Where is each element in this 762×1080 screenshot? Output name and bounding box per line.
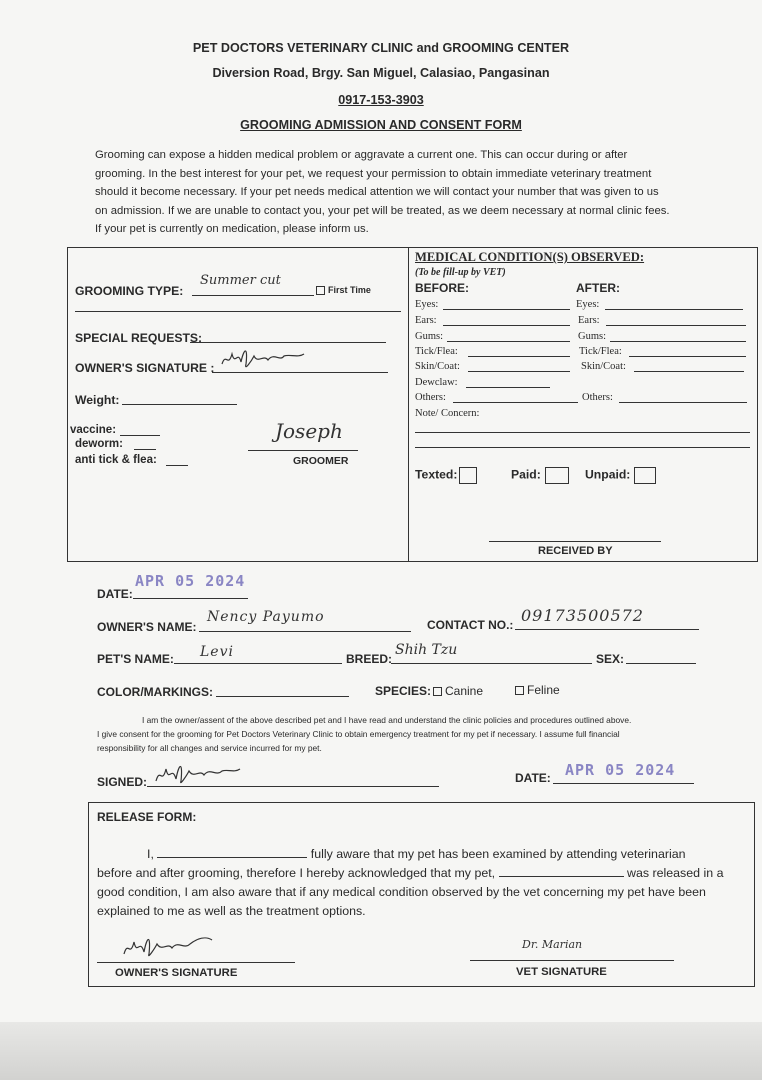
consent-paragraph — [97, 713, 707, 755]
received-by-line[interactable] — [489, 541, 661, 542]
scan-edge — [0, 1022, 762, 1080]
after-tickflea-line[interactable] — [629, 356, 746, 357]
special-requests-label: SPECIAL REQUESTS: — [75, 331, 203, 345]
vet-signature: Dr. Marian — [522, 938, 583, 951]
after-eyes-label: Eyes: — [576, 299, 600, 310]
before-others-label: Others: — [415, 392, 446, 403]
breed-value[interactable]: Shih Tzu — [395, 642, 458, 658]
pet-name-value[interactable]: Levi — [200, 644, 234, 660]
before-tickflea-line[interactable] — [468, 356, 570, 357]
after-skincoat-line[interactable] — [634, 371, 744, 372]
texted-checkbox[interactable] — [459, 467, 477, 484]
date-stamp: APR 05 2024 — [135, 572, 246, 590]
first-time-label: First Time — [328, 285, 371, 295]
species-label: SPECIES: — [375, 684, 432, 698]
consent-date-stamp: APR 05 2024 — [565, 761, 676, 779]
first-time-option[interactable] — [316, 285, 371, 295]
release-text: before and after grooming, therefore I hereby acknowledged that my pet, — [97, 866, 496, 880]
groomer-signature-line — [248, 450, 358, 451]
release-title: RELEASE FORM: — [97, 810, 197, 824]
breed-label: BREED: — [346, 652, 393, 666]
unpaid-label: Unpaid: — [585, 467, 631, 482]
medical-subtitle: (To be fill-up by VET) — [415, 267, 506, 278]
after-others-label: Others: — [582, 392, 613, 403]
signed-line[interactable] — [147, 786, 439, 787]
intro-paragraph — [95, 146, 700, 239]
owner-signature-line[interactable] — [212, 372, 388, 373]
feline-option[interactable] — [515, 683, 560, 697]
note-concern-label: Note/ Concern: — [415, 408, 480, 419]
vet-signature-line[interactable] — [470, 960, 674, 961]
before-gums-label: Gums: — [415, 331, 444, 342]
before-eyes-label: Eyes: — [415, 299, 439, 310]
received-by-label: RECEIVED BY — [538, 545, 613, 557]
release-paragraph — [97, 845, 749, 921]
intro-line: If your pet is currently on medication, please inform us. — [95, 223, 369, 235]
anti-tick-label: anti tick & flea: — [75, 454, 157, 466]
before-eyes-line[interactable] — [443, 309, 570, 310]
release-line — [97, 845, 749, 864]
clinic-phone: 0917-153-3903 — [338, 93, 424, 107]
groomer-signature: Joseph — [275, 419, 343, 443]
after-others-line[interactable] — [619, 402, 747, 403]
sex-label: SEX: — [596, 652, 625, 666]
after-label: AFTER: — [576, 281, 620, 295]
paid-checkbox[interactable] — [545, 467, 569, 484]
release-line — [97, 864, 749, 883]
release-text: I, — [147, 847, 154, 861]
unpaid-option[interactable] — [585, 467, 656, 484]
release-text: was released in a — [627, 866, 724, 880]
vaccine-line[interactable] — [120, 435, 160, 436]
date-line[interactable] — [133, 598, 248, 599]
feline-checkbox[interactable] — [515, 686, 524, 695]
owner-name-value[interactable]: Nency Payumo — [207, 609, 325, 625]
before-dewclaw-line[interactable] — [466, 387, 550, 388]
paid-option[interactable] — [511, 467, 569, 484]
color-markings-label: COLOR/MARKINGS: — [97, 685, 213, 699]
sex-line[interactable] — [626, 663, 696, 664]
pet-name-line — [174, 663, 342, 664]
owner-signature-mark-2 — [152, 757, 242, 789]
color-markings-line[interactable] — [216, 696, 349, 697]
pet-name-label: PET'S NAME: — [97, 652, 174, 666]
clinic-address: Diversion Road, Brgy. San Miguel, Calasiao, Pangasinan — [212, 66, 550, 80]
canine-option[interactable] — [433, 684, 483, 698]
contact-line — [515, 629, 699, 630]
intro-line: on admission. If we are unable to contact you, your pet will be treated, as we deem necessary at normal clinic fees. — [95, 204, 670, 217]
form-title: GROOMING ADMISSION AND CONSENT FORM — [240, 118, 522, 132]
release-text: fully aware that my pet has been examined by attending veterinarian — [310, 847, 686, 861]
deworm-line[interactable] — [134, 449, 156, 450]
note-line-2[interactable] — [415, 447, 750, 448]
intro-line: grooming. In the best interest for your pet, we request your permission to obtain immediate veterinary treatment — [95, 167, 652, 180]
clinic-name: PET DOCTORS VETERINARY CLINIC and GROOMING CENTER — [192, 41, 570, 55]
before-dewclaw-label: Dewclaw: — [415, 377, 458, 388]
owner-signature-mark-3 — [120, 930, 215, 962]
panel-divider — [408, 247, 409, 561]
unpaid-checkbox[interactable] — [634, 467, 656, 484]
weight-line[interactable] — [122, 404, 237, 405]
release-line: explained to me as well as the treatment options. — [97, 904, 366, 918]
vet-signature-label: VET SIGNATURE — [516, 966, 607, 978]
contact-label: CONTACT NO.: — [427, 618, 514, 632]
grooming-type-label: GROOMING TYPE: — [75, 284, 184, 298]
after-ears-label: Ears: — [578, 315, 600, 326]
canine-checkbox[interactable] — [433, 687, 442, 696]
owner-name-label: OWNER'S NAME: — [97, 620, 197, 634]
release-owner-blank[interactable] — [157, 845, 307, 858]
before-skincoat-line[interactable] — [468, 371, 570, 372]
grooming-type-line — [192, 295, 314, 296]
after-gums-line[interactable] — [610, 341, 746, 342]
vaccine-label: vaccine: — [70, 424, 117, 436]
intro-line: should it become necessary. If your pet needs medical attention we will contact your number that was given to us — [95, 186, 659, 198]
before-gums-line[interactable] — [447, 341, 570, 342]
after-gums-label: Gums: — [578, 331, 607, 342]
signed-label: SIGNED: — [97, 775, 148, 789]
release-pet-blank[interactable] — [499, 864, 624, 877]
consent-line: responsibility for all changes and service incurred for my pet. — [97, 743, 322, 753]
consent-date-line[interactable] — [553, 783, 694, 784]
groomer-label: GROOMER — [293, 455, 349, 467]
before-tickflea-label: Tick/Flea: — [415, 346, 458, 357]
owner-signature-mark-1 — [218, 342, 308, 374]
grooming-type-value[interactable]: Summer cut — [200, 273, 281, 288]
release-owner-signature-label: OWNER'S SIGNATURE — [115, 967, 238, 979]
first-time-checkbox[interactable] — [316, 286, 325, 295]
after-tickflea-label: Tick/Flea: — [579, 346, 622, 357]
owner-signature-label: OWNER'S SIGNATURE : — [75, 361, 215, 375]
before-ears-label: Ears: — [415, 315, 437, 326]
after-eyes-line[interactable] — [605, 309, 743, 310]
weight-label: Weight: — [75, 393, 120, 407]
feline-label: Feline — [527, 683, 560, 697]
contact-value[interactable]: 09173500572 — [521, 606, 644, 625]
anti-tick-line[interactable] — [166, 465, 188, 466]
note-line-1[interactable] — [415, 432, 750, 433]
before-skincoat-label: Skin/Coat: — [415, 361, 460, 372]
consent-date-label: DATE: — [515, 771, 551, 785]
medical-title: MEDICAL CONDITION(S) OBSERVED: — [415, 250, 645, 264]
consent-line: I give consent for the grooming for Pet Doctors Veterinary Clinic to obtain emergency treatment for my pet if necessary. I assume full financial — [97, 729, 620, 739]
owner-name-line — [199, 631, 411, 632]
deworm-label: deworm: — [75, 438, 123, 450]
before-others-line[interactable] — [453, 402, 578, 403]
before-label: BEFORE: — [415, 281, 469, 295]
canine-label: Canine — [445, 684, 484, 698]
breed-line — [391, 663, 592, 664]
release-owner-signature-line[interactable] — [97, 962, 295, 963]
texted-label: Texted: — [415, 467, 458, 482]
release-line: good condition, I am also aware that if any medical condition observed by the vet concerning my pet have been — [97, 885, 706, 899]
after-ears-line[interactable] — [606, 325, 746, 326]
intro-line: Grooming can expose a hidden medical problem or aggravate a current one. This can occur during or after — [95, 149, 628, 161]
paid-label: Paid: — [511, 467, 541, 482]
date-label: DATE: — [97, 587, 133, 601]
after-skincoat-label: Skin/Coat: — [581, 361, 626, 372]
consent-line: I am the owner/assent of the above described pet and I have read and understand the clinic policies and procedures outlined above. — [142, 715, 632, 725]
grooming-type-line-2 — [75, 311, 401, 312]
before-ears-line[interactable] — [443, 325, 570, 326]
texted-option[interactable] — [415, 467, 477, 484]
